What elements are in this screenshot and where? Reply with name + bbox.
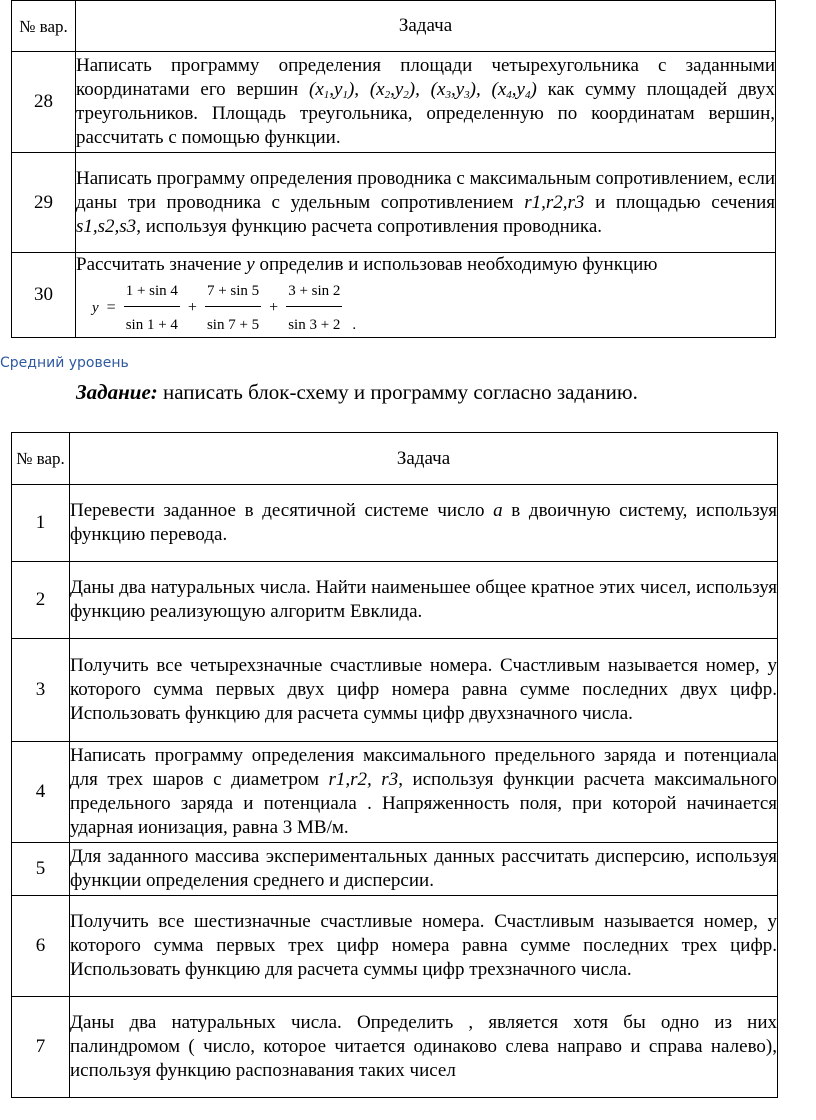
table-row <box>12 639 778 742</box>
variant-number: 1 <box>12 485 70 562</box>
variable: r1,r2, r3 <box>328 769 399 790</box>
header-variant: № вар. <box>12 1 76 52</box>
variable: a <box>493 500 503 521</box>
task-text: Для заданного массива экспериментальных данных рассчитать дисперсию, используя функции определения среднего и дисперсии. <box>70 843 778 896</box>
variable: r1,r2,r3 <box>524 191 585 213</box>
fraction: $\frac{7 + \sin 5}{\sin 7 + 5}$ <box>205 279 261 337</box>
table-row <box>12 896 778 997</box>
table-header-row <box>12 433 778 485</box>
task-text: Даны два натуральных числа. Определить , является хотя бы одно из них палиндромом ( число, которое читается одинаково слева направо и справа налево), используя функцию распознавания таких чисел <box>70 997 778 1098</box>
variant-number: 5 <box>12 843 70 896</box>
equals-sign: = <box>106 299 116 316</box>
formula: y = $\frac{1 + \sin 4}{\sin 1 + 4}$ + $\frac{7 + \sin 5}{\sin 7 + 5}$ + $\frac{3 + \sin 2}{\sin 3 + 2}$ . <box>76 279 775 337</box>
variant-number: 4 <box>12 742 70 843</box>
table-row <box>12 562 778 639</box>
variant-number: 2 <box>12 562 70 639</box>
task-text: Даны два натуральных числа. Найти наименьшее общее кратное этих чисел, используя функцию реализующую алгоритм Евклида. <box>70 562 778 639</box>
variant-number: 30 <box>12 253 76 338</box>
task-text: Рассчитать значение y определив и использовав необходимую функцию y = $\frac{1 + \sin 4}{\sin 1 + 4}$ + $\frac{7 + \sin 5}{\sin 7 + 5}$ + $\frac{3 + \sin 2}{\sin 3 + 2}$ . <box>76 253 776 338</box>
header-variant: № вар. <box>12 433 70 485</box>
task-text-part: Написать программу определения площади четырехугольника с заданными координатами его вершин <box>76 55 775 100</box>
assignment-heading <box>76 380 638 405</box>
task-text: Получить все шестизначные счастливые номера. Счастливым называется номер, у которого сумма первых трех цифр номера равна сумме последних трех цифр. Использовать функцию для расчета суммы цифр трехзначного числа. <box>70 896 778 997</box>
table-row <box>12 52 776 153</box>
table-header-row <box>12 1 776 52</box>
variant-number: 6 <box>12 896 70 997</box>
plus-sign: + <box>269 299 279 316</box>
table-row <box>12 485 778 562</box>
header-task: Задача <box>76 1 776 52</box>
assignment-text: написать блок-схему и программу согласно заданию. <box>157 380 638 404</box>
task-text <box>76 52 776 153</box>
task-text: Написать программу определения максимального предельного заряда и потенциала для трех шаров с диаметром r1,r2, r3, используя функции расчета максимального предельного заряда и потенциала . Напряженность поля, при которой начинается ударная ионизация, равна 3 МВ/м. <box>70 742 778 843</box>
task-text: Написать программу определения проводника с максимальным сопротивлением, если даны три проводника с удельным сопротивлением r1,r2,r3 и площадью сечения s1,s2,s3, используя функцию расчета сопротивления проводника. <box>76 153 776 253</box>
variant-number: 29 <box>12 153 76 253</box>
table-row <box>12 253 776 338</box>
fraction: $\frac{1 + \sin 4}{\sin 1 + 4}$ <box>124 279 180 337</box>
plus-sign: + <box>187 299 197 316</box>
header-task: Задача <box>70 433 778 485</box>
table-row <box>12 843 778 896</box>
variant-number: 7 <box>12 997 70 1098</box>
task-text: Перевести заданное в десятичной системе число a в двоичную систему, используя функцию перевода. <box>70 485 778 562</box>
formula-lhs: y <box>92 300 99 316</box>
table-row <box>12 742 778 843</box>
variable: y <box>246 254 255 275</box>
coordinates: $(x_1,y_1)$, $(x_2,y_2)$, $(x_3,y_3)$, $(x_4,y_4)$ <box>309 79 537 101</box>
table-row <box>12 153 776 253</box>
task-table-2 <box>11 432 778 1098</box>
table-row <box>12 997 778 1098</box>
variant-number: 28 <box>12 52 76 153</box>
task-text: Получить все четырехзначные счастливые номера. Счастливым называется номер, у которого сумма первых двух цифр номера равна сумме последних двух цифр. Использовать функцию для расчета суммы цифр двухзначного числа. <box>70 639 778 742</box>
fraction: $\frac{3 + \sin 2}{\sin 3 + 2}$ <box>286 279 342 337</box>
assignment-label: Задание: <box>76 380 158 404</box>
variable: s1,s2,s3 <box>76 215 137 237</box>
variant-number: 3 <box>12 639 70 742</box>
task-text-part: как сумму площадей двух треугольников. Площадь треугольника, определенную по координатам вершин, рассчитать с помощью функции. <box>76 79 776 148</box>
task-table-1 <box>11 0 776 338</box>
level-heading: Средний уровень <box>0 355 129 371</box>
